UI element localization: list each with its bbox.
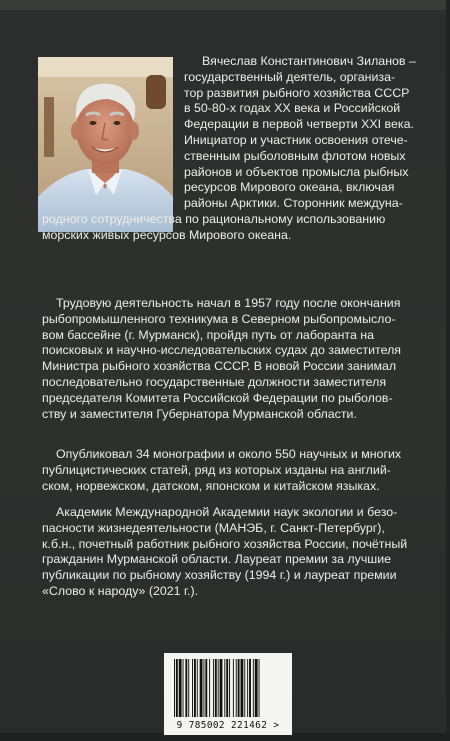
bio-line: ском, норвежском, датском, японском и китайском языках. (42, 478, 380, 493)
barcode-bar (226, 659, 228, 717)
bio-paragraph-4 (42, 505, 407, 600)
bio-line: районов и объектов промысла рыбных (184, 164, 409, 179)
barcode-bar (205, 659, 207, 717)
barcode-bar (194, 659, 196, 717)
barcode-bar (200, 659, 203, 717)
bio-paragraph-2 (42, 296, 401, 422)
bio-line: последовательно государственные должности заместителя (42, 374, 387, 389)
bio-line: председателя Комитета Российской Федерации по рыболов- (42, 390, 393, 405)
bio-line: ству и заместителя Губернатора Мурманской области. (42, 406, 357, 421)
barcode-bar (255, 659, 258, 717)
barcode-bar (249, 659, 251, 717)
bio-line: районы Арктики. Сторонник междуна- (184, 196, 403, 211)
barcode-bar (183, 659, 184, 717)
barcode-bar (233, 659, 234, 717)
bio-line: «Слово к народу» (2021 г.). (42, 583, 199, 598)
bio-line: морских живых ресурсов Мирового океана. (42, 227, 292, 242)
bio-line: тор развития рыбного хозяйства СССР (184, 85, 410, 100)
barcode-bar (218, 659, 219, 717)
bio-line: Федерации в первой четверти XXI века. (184, 117, 414, 132)
barcode-bar (244, 659, 245, 717)
barcode-bar (220, 659, 223, 717)
barcode-bar (203, 659, 204, 717)
bio-line: родного сотрудничества по рациональному использованию (42, 211, 386, 226)
cover-right-edge (446, 0, 450, 741)
bio-line: гражданин Мурманской области. Лауреат премии за лучшие (42, 552, 392, 567)
bio-line: публикации по рыбному хозяйству (1994 г.) и лауреат премии (42, 568, 397, 583)
isbn-barcode (164, 653, 292, 735)
barcode-bar (197, 659, 198, 717)
bio-line: к.б.н., почетный работник рыбного хозяйства России, почётный (42, 536, 408, 551)
bio-line: рыбопромышленного техникума в Северном рыбопромысло- (42, 311, 396, 326)
barcode-bar (259, 659, 260, 717)
barcode-bar (185, 659, 187, 717)
bio-line: государственный деятель, организа- (184, 69, 396, 84)
barcode-bar (238, 659, 240, 717)
bio-line: поисковых и научно-исследовательских судах до заместителя (42, 343, 402, 358)
barcode-bar (253, 659, 254, 717)
barcode-bar (188, 659, 189, 717)
cover-top-edge (0, 0, 450, 10)
barcode-bar (224, 659, 225, 717)
bio-line: ресурсов Мирового океана, включая (184, 180, 395, 195)
barcode-bar (215, 659, 217, 717)
isbn-number: 9 785002 221462 > (176, 720, 280, 731)
bio-line: Вячеслав Константинович Зиланов – (202, 54, 416, 68)
bio-paragraph-1 (42, 54, 434, 244)
bio-line: пасности жизнедеятельности (МАНЭБ, г. Санкт-Петербург), (42, 520, 385, 535)
bio-line: ственным рыболовным флотом новых (184, 148, 406, 163)
barcode-bar (213, 659, 214, 717)
barcode-bar (192, 659, 193, 717)
barcode-bar (236, 659, 237, 717)
bio-line: Инициатор и участник освоения отече- (184, 132, 408, 147)
bio-line: Академик Международной Академии наук экологии и безо- (56, 505, 398, 519)
bio-line: Министра рыбного хозяйства СССР. В новой России занимал (42, 359, 397, 374)
bio-line: публицистических статей, ряд из которых изданы на англий- (42, 462, 391, 477)
bio-line: в 50-80-х годах ХХ века и Российской (184, 101, 401, 116)
barcode-bar (174, 659, 175, 717)
bio-line: вом бассейне (г. Мурманск), пройдя путь от лаборанта на (42, 327, 375, 342)
barcode-bars (164, 653, 292, 721)
barcode-bar (209, 659, 210, 717)
barcode-bar (179, 659, 182, 717)
bio-line: Опубликовал 34 монографии и около 550 научных и многих (56, 447, 402, 461)
barcode-bar (176, 659, 178, 717)
barcode-bar (241, 659, 244, 717)
barcode-bar (247, 659, 248, 717)
bio-paragraph-3 (42, 447, 401, 494)
bio-line: Трудовую деятельность начал в 1957 году после окончания (56, 296, 401, 310)
barcode-bar (229, 659, 230, 717)
